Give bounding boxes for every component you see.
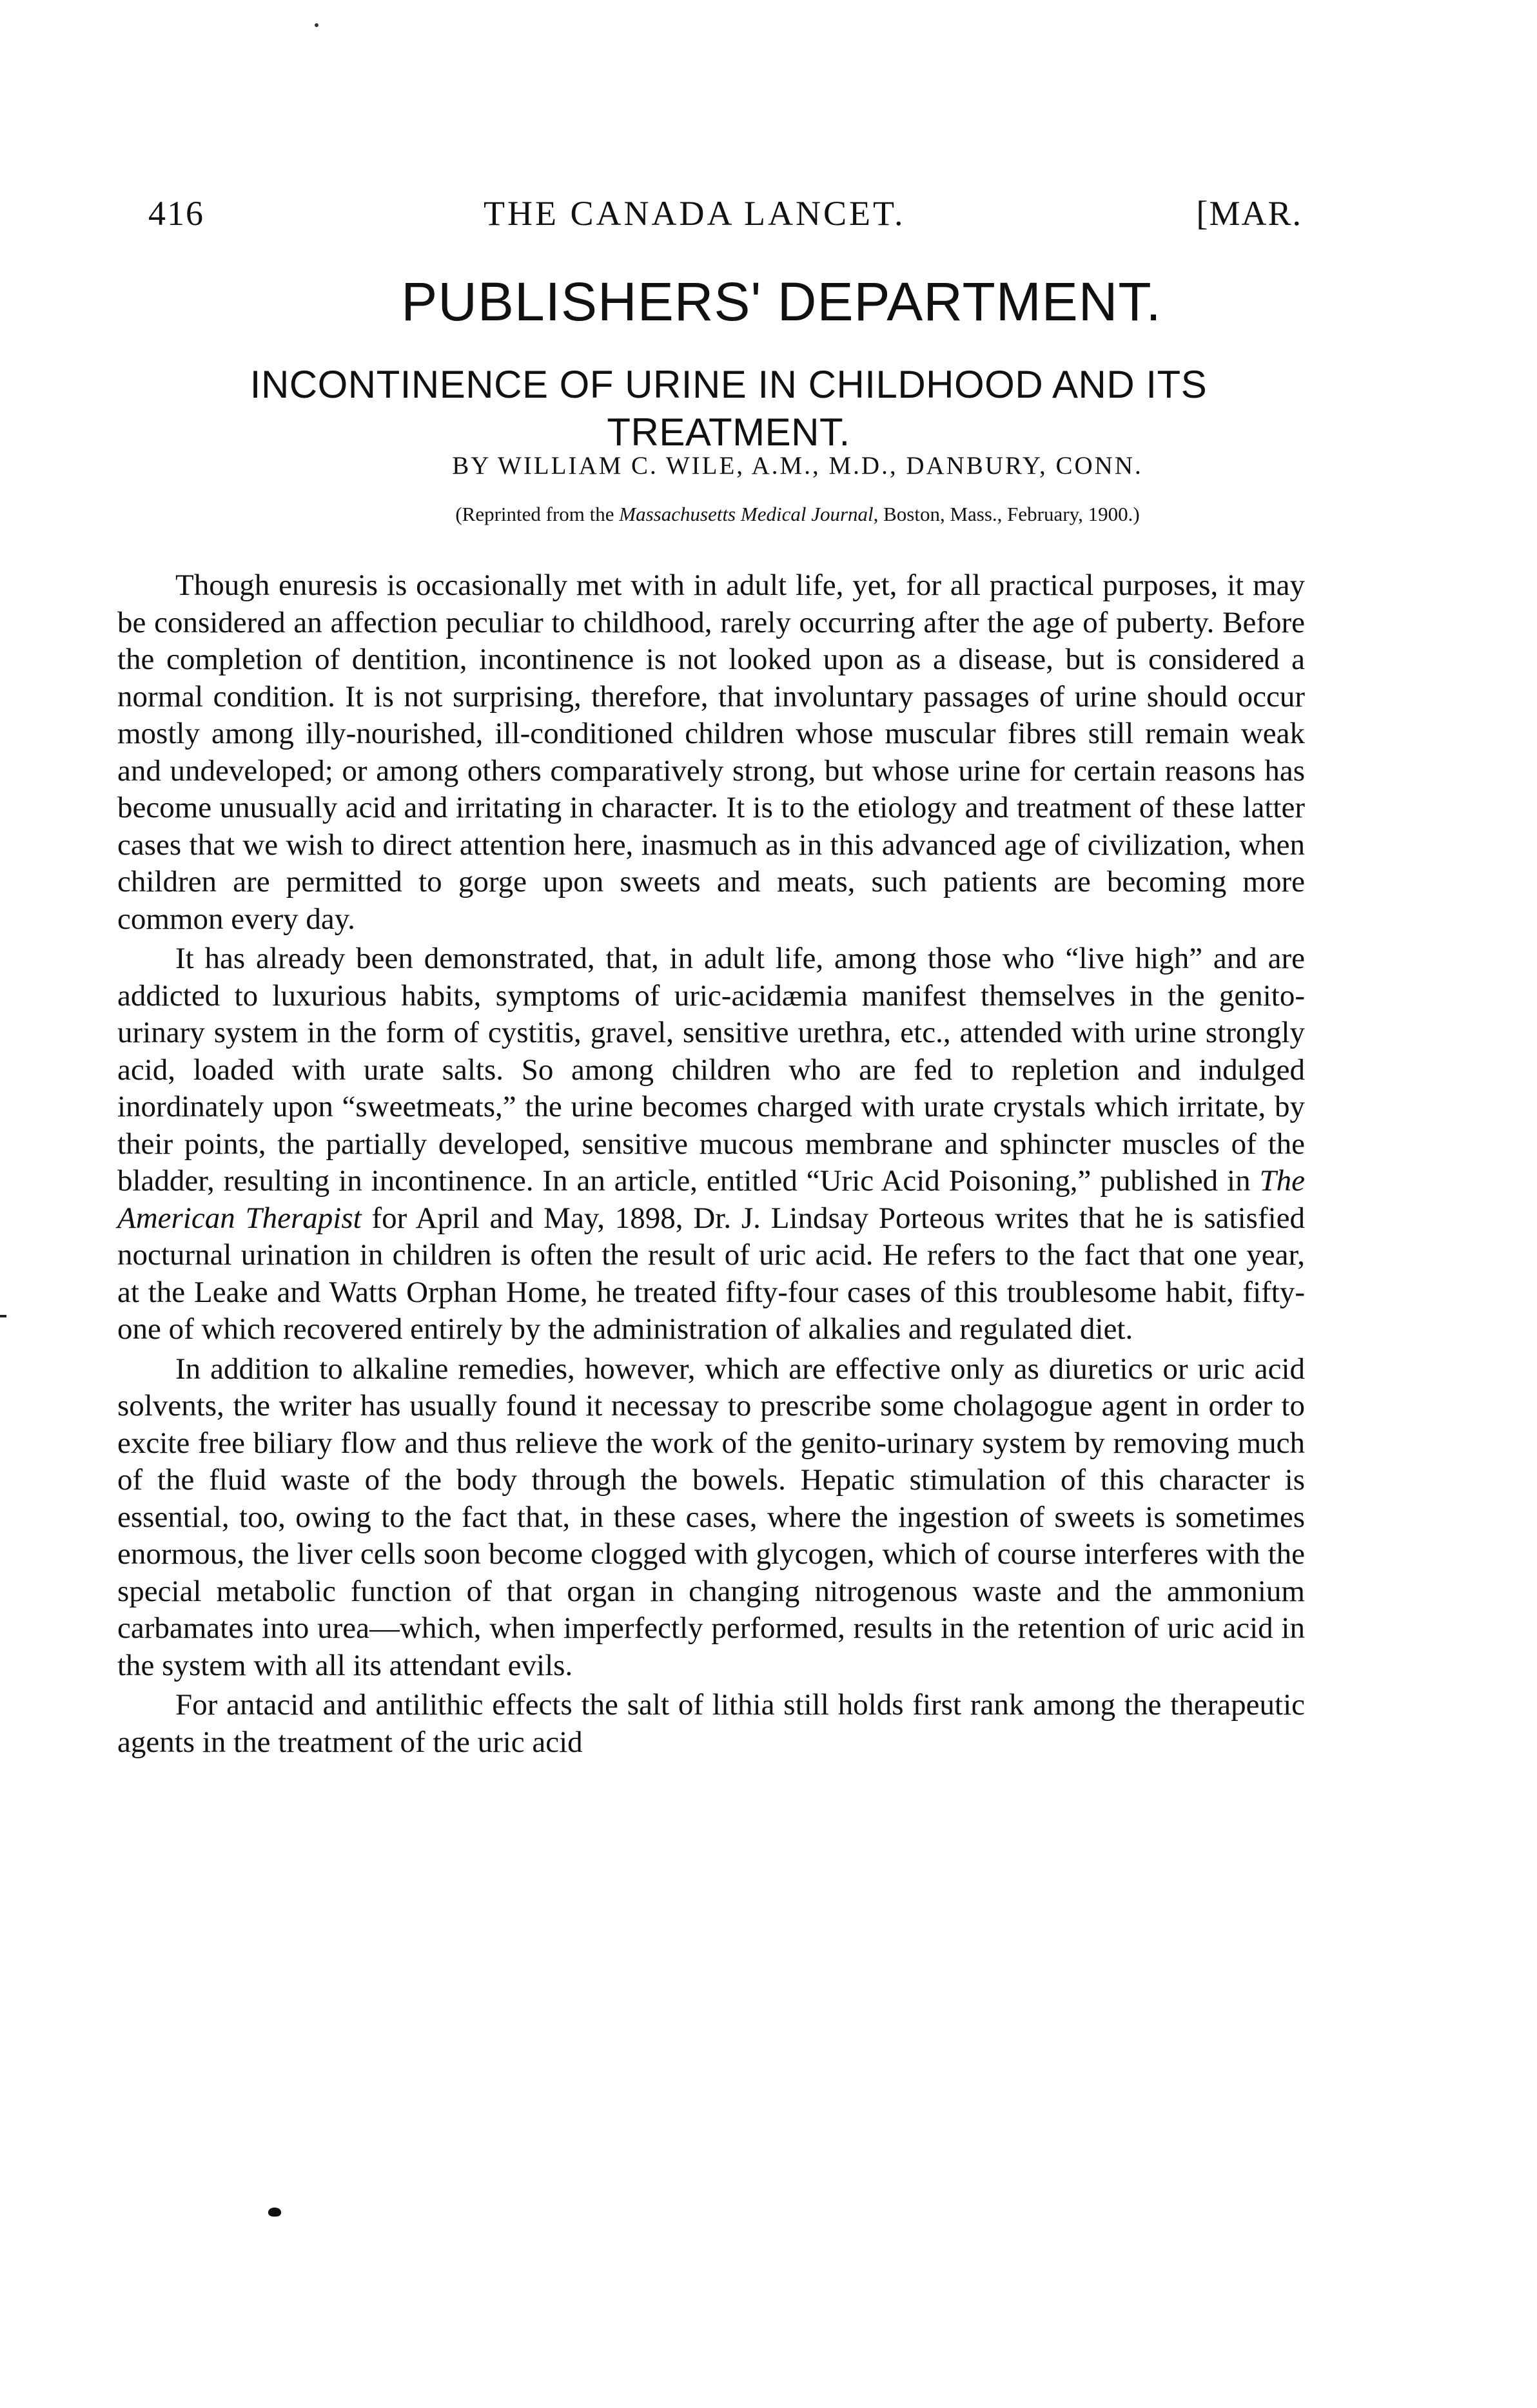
margin-mark — [0, 1315, 6, 1317]
issue-month: [MAR. — [1196, 194, 1302, 233]
article-body — [117, 567, 1305, 1761]
page-number: 416 — [148, 194, 204, 233]
reprint-note — [0, 503, 1537, 526]
running-head — [148, 193, 1302, 245]
reprint-source: Massachusetts Medical Journal — [619, 503, 874, 525]
paragraph-2-text-before: It has already been demonstrated, that, in adult life, among those who “live high” and are addicted to luxurious habits, symptoms of uric-acidæmia manifest themselves in the genito-urinary system in the form of cystitis, gravel, sensitive urethra, etc., attended with urine strongly acid, loaded with urate salts. So among children who are fed to repletion and indulged inordinately upon “sweetmeats,” the urine becomes charged with urate crystals which irritate, by their points, the partially developed, sensitive mucous membrane and sphincter muscles of the bladder, resulting in incontinence. In an article, entitled “Uric Acid Poisoning,” published in — [117, 942, 1305, 1198]
reprint-suffix: , Boston, Mass., February, 1900.) — [873, 503, 1140, 525]
paragraph-3: In addition to alkaline remedies, however, which are effective only as diuretics or uric acid solvents, the writer has usually found it necessay to prescribe some cholagogue agent in order to excite free biliary flow and thus relieve the work of the genito-urinary system by removing much of the fluid waste of the body through the bowels. Hepatic stimulation of this character is essential, too, owing to the fact that, in these cases, where the ingestion of sweets is sometimes enormous, the liver cells soon become clogged with glycogen, which of course interferes with the special metabolic function of that organ in changing nitrogenous waste and the ammonium carbamates into urea—which, when imperfectly performed, results in the retention of uric acid in the system with all its attendant evils. — [117, 1352, 1305, 1682]
author-byline: BY WILLIAM C. WILE, A.M., M.D., DANBURY, CONN. — [452, 452, 1143, 480]
ink-blot — [268, 2208, 281, 2217]
paragraph-2-text-after: for April and May, 1898, Dr. J. Lindsay Porteous writes that he is satisfied nocturnal urination in children is often the result of uric acid. He refers to the fact that one year, at the Leake and Watts Orphan Home, he treated fifty-four cases of this troublesome habit, fifty-one of which recovered entirely by the administration of alkalies and regulated diet. — [117, 1201, 1306, 1346]
ink-speck — [315, 23, 318, 27]
cited-journal: The American Therapist — [117, 1164, 1305, 1235]
reprint-prefix: (Reprinted from the — [455, 503, 620, 525]
paragraph-1: Though enuresis is occasionally met with in adult life, yet, for all practical purposes, it may be considered an affection peculiar to childhood, rarely occurring after the age of puberty. Before the completion of dentition, incontinence is not looked upon as a disease, but is considered a normal condition. It is not surprising, therefore, that involuntary passages of urine should occur mostly among illy-nourished, ill-conditioned children whose muscular fibres still remain weak and undeveloped; or among others comparatively strong, but whose urine for certain reasons has become unusually acid and irritating in character. It is to the etiology and treatment of these latter cases that we wish to direct attention here, inasmuch as in this advanced age of civilization, when children are permitted to gorge upon sweets and meats, such patients are becoming more common every day. — [117, 568, 1305, 936]
department-heading: PUBLISHERS' DEPARTMENT. — [401, 271, 1162, 332]
paragraph-4: For antacid and antilithic effects the salt of lithia still holds first rank among the therapeutic agents in the treatment of the uric acid — [117, 1688, 1305, 1759]
article-title: INCONTINENCE OF URINE IN CHILDHOOD AND ITS TREATMENT. — [250, 363, 1208, 454]
paragraph-2 — [117, 940, 1305, 1348]
journal-title: THE CANADA LANCET. — [484, 194, 906, 233]
